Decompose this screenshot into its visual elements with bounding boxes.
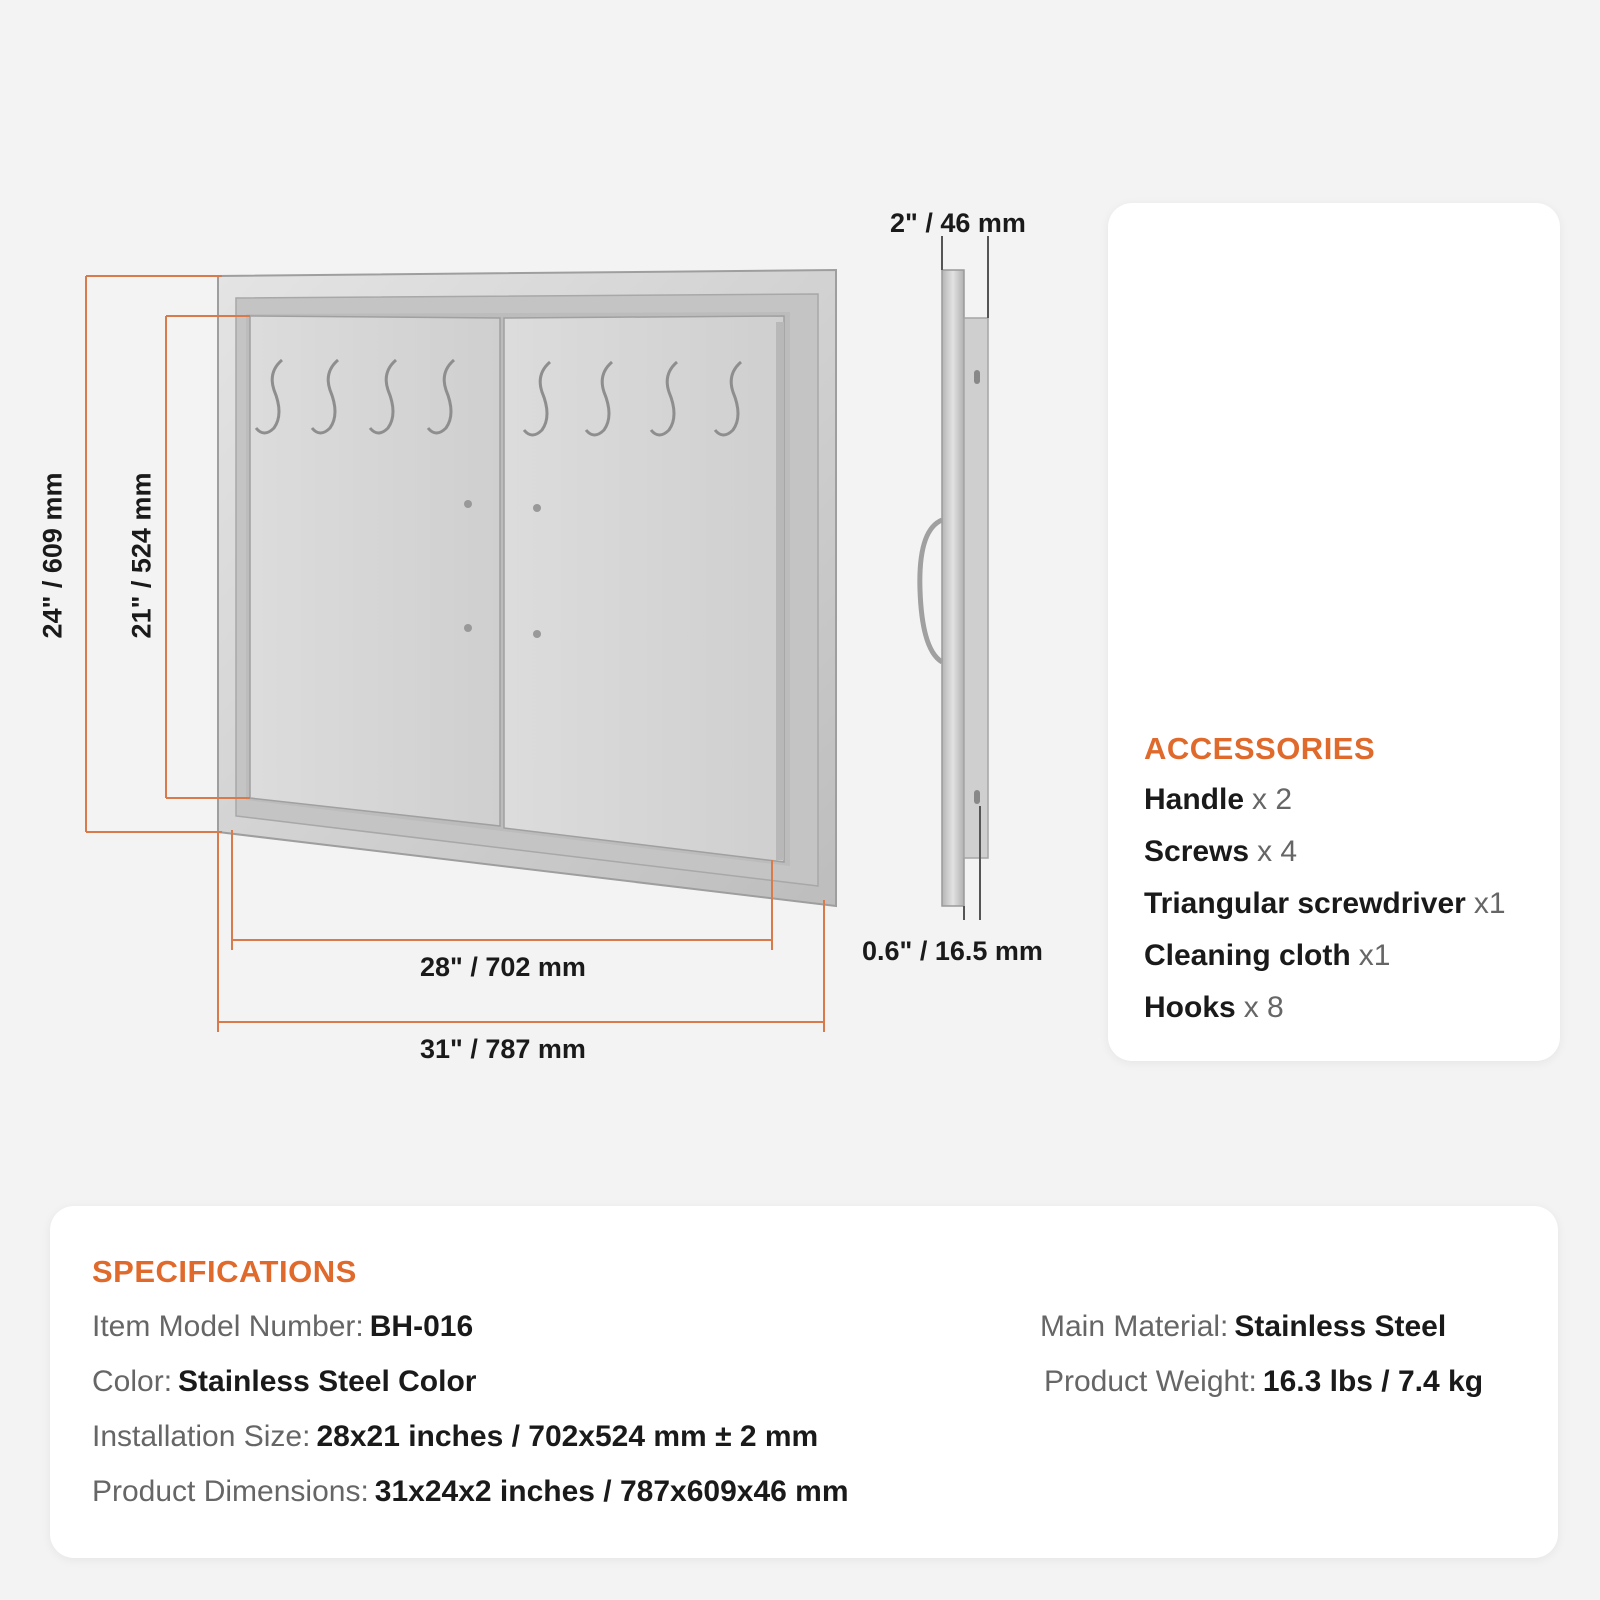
spec-label: Installation Size: xyxy=(92,1420,311,1453)
accessory-name: Triangular screwdriver xyxy=(1144,887,1466,920)
spec-value: 16.3 lbs / 7.4 kg xyxy=(1262,1365,1484,1398)
accessory-qty: x1 xyxy=(1358,939,1391,972)
flange-label: 0.6" / 16.5 mm xyxy=(862,936,1043,966)
accessory-item xyxy=(1144,835,1297,869)
spec-value: Stainless Steel Color xyxy=(178,1365,477,1398)
accessory-qty: x1 xyxy=(1473,887,1506,920)
spec-label: Main Material: xyxy=(1040,1310,1229,1343)
accessory-item xyxy=(1144,887,1506,921)
accessory-name: Screws xyxy=(1144,835,1250,868)
spec-model xyxy=(92,1310,473,1344)
accessory-item xyxy=(1144,939,1390,973)
accessory-item xyxy=(1144,783,1292,817)
accessory-item xyxy=(1144,991,1284,1025)
inner-width-label: 28" / 702 mm xyxy=(420,952,586,982)
left-door-panel xyxy=(250,316,500,826)
spec-installation-size xyxy=(92,1420,818,1454)
spec-label: Product Weight: xyxy=(1044,1365,1257,1398)
specifications-heading: SPECIFICATIONS xyxy=(92,1254,357,1289)
spec-color xyxy=(92,1365,476,1399)
spec-label: Item Model Number: xyxy=(92,1310,364,1343)
spec-label: Product Dimensions: xyxy=(92,1475,369,1508)
right-door-panel xyxy=(504,316,784,862)
depth-label: 2" / 46 mm xyxy=(890,208,1026,238)
side-profile xyxy=(920,270,988,906)
spec-main-material xyxy=(1040,1310,1446,1344)
accessory-name: Hooks xyxy=(1144,991,1236,1024)
accessory-name: Cleaning cloth xyxy=(1144,939,1351,972)
outer-width-label: 31" / 787 mm xyxy=(420,1034,586,1064)
specifications-card xyxy=(50,1206,1558,1558)
accessory-name: Handle xyxy=(1144,783,1245,816)
accessory-qty: x 2 xyxy=(1252,783,1293,816)
spec-value: Stainless Steel xyxy=(1234,1310,1447,1343)
inner-height-label: 21" / 524 mm xyxy=(126,472,157,639)
accessory-qty: x 8 xyxy=(1243,991,1284,1024)
accessory-qty: x 4 xyxy=(1257,835,1298,868)
spec-value: 31x24x2 inches / 787x609x46 mm xyxy=(374,1475,849,1508)
spec-product-weight xyxy=(1044,1365,1483,1399)
accessories-card xyxy=(1108,203,1560,1061)
accessories-heading: ACCESSORIES xyxy=(1144,731,1376,766)
spec-value: 28x21 inches / 702x524 mm ± 2 mm xyxy=(316,1420,819,1453)
spec-value: BH-016 xyxy=(369,1310,474,1343)
spec-label: Color: xyxy=(92,1365,173,1398)
spec-product-dimensions xyxy=(92,1475,849,1509)
outer-height-label: 24" / 609 mm xyxy=(37,472,68,639)
